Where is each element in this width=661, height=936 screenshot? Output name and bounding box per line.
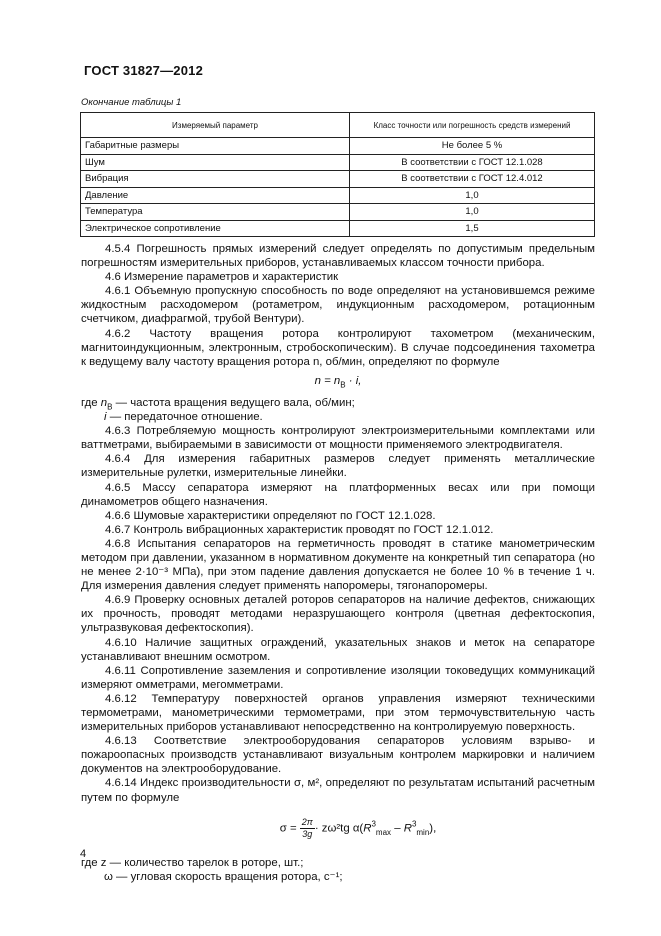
section-heading-4-6: 4.6 Измерение параметров и характеристик xyxy=(105,271,339,284)
definition-item: где z — количество тарелок в роторе, шт.; xyxy=(81,856,304,869)
paragraph-4-6-9: 4.6.9 Проверку основных деталей роторов сепараторов на наличие дефектов, снижающих их прочность, проводят методами неразрушающего контроля (цветная дефектоскопия, ультразвуковая дефектоскопия). xyxy=(81,594,595,635)
formula-fraction xyxy=(300,817,315,840)
paragraph-4-6-1: 4.6.1 Объемную пропускную способность по воде определяют на установившемся режиме жидкостным расходомером (ротаметром, индукционным расходомером, ротационным счетчиком, диафрагмой, трубой Вентури). xyxy=(81,285,595,326)
formula-subscript: B xyxy=(340,380,346,390)
paragraph-4-6-6: 4.6.6 Шумовые характеристики определяют по ГОСТ 12.1.028. xyxy=(105,509,436,522)
definition-subscript: B xyxy=(107,402,113,412)
paragraph-4-6-11: 4.6.11 Сопротивление заземления и сопротивление изоляции токоведущих коммуникаций измеряют омметрами, мегомметрами. xyxy=(81,664,595,691)
column-header: Класс точности или погрешность средств измерений xyxy=(350,113,595,138)
table-cell: Температура xyxy=(81,204,350,221)
table-row xyxy=(81,171,595,188)
formula-lhs: n = n xyxy=(314,374,341,387)
document-header: ГОСТ 31827—2012 xyxy=(84,63,203,78)
formula-subscript: max xyxy=(375,827,392,837)
paragraph-4-6-4: 4.6.4 Для измерения габаритных размеров следует применять металлические измерительные рулетки, измерительные линейки. xyxy=(81,453,595,480)
paragraph-4-6-2: 4.6.2 Частоту вращения ротора контролируют тахометром (механическим, магнитоиндукционным, электронным, стробоскопическим). В случае подсоединения тахометра к ведущему валу частоту вращения ротора n, об/мин, определяют по формуле xyxy=(81,327,595,368)
formula-subscript: min xyxy=(416,827,430,837)
table-row xyxy=(81,154,595,171)
table-cell: Не более 5 % xyxy=(350,138,595,155)
parameters-table xyxy=(80,112,595,237)
table-cell: В соответствии с ГОСТ 12.4.012 xyxy=(350,171,595,188)
paragraph-4-6-8: 4.6.8 Испытания сепараторов на герметичность проводят в статике манометрическим методом при давлении, указанном в нормативном документе на конкретный тип сепаратора (но не менее 2·10⁻³ МПа), при этом падение давления допускается не более 10 % в течение 1 ч. Для измерения давления следует применять напоромеры, тягонапоромеры. xyxy=(81,537,595,593)
formula-rhs: · i, xyxy=(345,374,362,387)
formula-rotation-speed xyxy=(81,374,595,388)
table-cell: В соответствии с ГОСТ 12.1.028 xyxy=(350,154,595,171)
formula-minus: – xyxy=(391,822,404,835)
formula-superscript: 3 xyxy=(371,819,376,829)
table-cell: 1,0 xyxy=(350,187,595,204)
table-row xyxy=(81,220,595,237)
formula-middle: · zω²tg α( xyxy=(314,822,364,835)
table-cell: Шум xyxy=(81,154,350,171)
paragraph-4-6-12: 4.6.12 Температуру поверхностей органов управления измеряют техническими термометрами, манометрическими термометрами, при этом термочувствительную часть измерительных приборов устанавливают непосредственно на контролируемую поверхность. xyxy=(81,692,595,734)
definition-item xyxy=(81,396,595,410)
fraction-numerator: 2π xyxy=(301,816,313,827)
formula-end: ), xyxy=(429,822,437,835)
definition-item xyxy=(81,410,595,424)
table-row xyxy=(81,187,595,204)
table-cell: Электрическое сопротивление xyxy=(81,220,350,237)
paragraph-4-6-14: 4.6.14 Индекс производительности σ, м², определяют по результатам испытаний расчетным путем по формуле xyxy=(81,777,595,804)
formula-lhs: σ = xyxy=(279,822,297,835)
paragraph-4-6-5: 4.6.5 Массу сепаратора измеряют на платформенных весах или при помощи динамометров общего назначения. xyxy=(81,481,595,508)
paragraph-4-6-3: 4.6.3 Потребляемую мощность контролируют электроизмерительными комплектами или ваттметрами, выбираемыми в зависимости от мощности применяемого электродвигателя. xyxy=(81,425,595,452)
formula-r: R xyxy=(363,822,372,835)
definitions-list-2 xyxy=(81,856,595,884)
fraction-denominator: 3g xyxy=(302,828,313,839)
table-header-row xyxy=(81,113,595,138)
paragraph-4-5-4: 4.5.4 Погрешность прямых измерений следует определять по допустимым предельным погрешностям измерительных приборов, устанавливаемых классом точности прибора. xyxy=(81,243,595,270)
table-cell: 1,5 xyxy=(350,220,595,237)
table-cell: Габаритные размеры xyxy=(81,138,350,155)
definition-variable: n xyxy=(100,396,108,409)
paragraph-4-6-13: 4.6.13 Соответствие электрооборудования сепараторов условиям взрыво- и пожароопасных производств устанавливают визуальным контролем маркировки и наличием документов на электрооборудование. xyxy=(81,735,595,776)
table-row xyxy=(81,204,595,221)
definition-item: ω — угловая скорость вращения ротора, с⁻¹; xyxy=(104,870,343,883)
definition-text: — передаточное отношение. xyxy=(106,411,263,424)
definition-text: — частота вращения ведущего вала, об/мин; xyxy=(112,396,355,409)
formula-r: R xyxy=(403,822,412,835)
column-header: Измеряемый параметр xyxy=(81,113,350,138)
table-row xyxy=(81,138,595,155)
table-cell: 1,0 xyxy=(350,204,595,221)
table-cell: Вибрация xyxy=(81,171,350,188)
paragraph-4-6-10: 4.6.10 Наличие защитных ограждений, указательных знаков и меток на сепараторе устанавливают внешним осмотром. xyxy=(81,636,595,663)
page-number: 4 xyxy=(80,848,87,860)
table-caption: Окончание таблицы 1 xyxy=(81,97,182,108)
table-cell: Давление xyxy=(81,187,350,204)
formula-superscript: 3 xyxy=(411,819,417,829)
definition-variable: i xyxy=(104,411,107,424)
document-body xyxy=(81,242,595,884)
definitions-list xyxy=(81,396,595,424)
formula-performance-index xyxy=(81,817,595,840)
definition-prefix: где xyxy=(81,396,101,409)
paragraph-4-6-7: 4.6.7 Контроль вибрационных характеристик проводят по ГОСТ 12.1.012. xyxy=(105,523,494,536)
